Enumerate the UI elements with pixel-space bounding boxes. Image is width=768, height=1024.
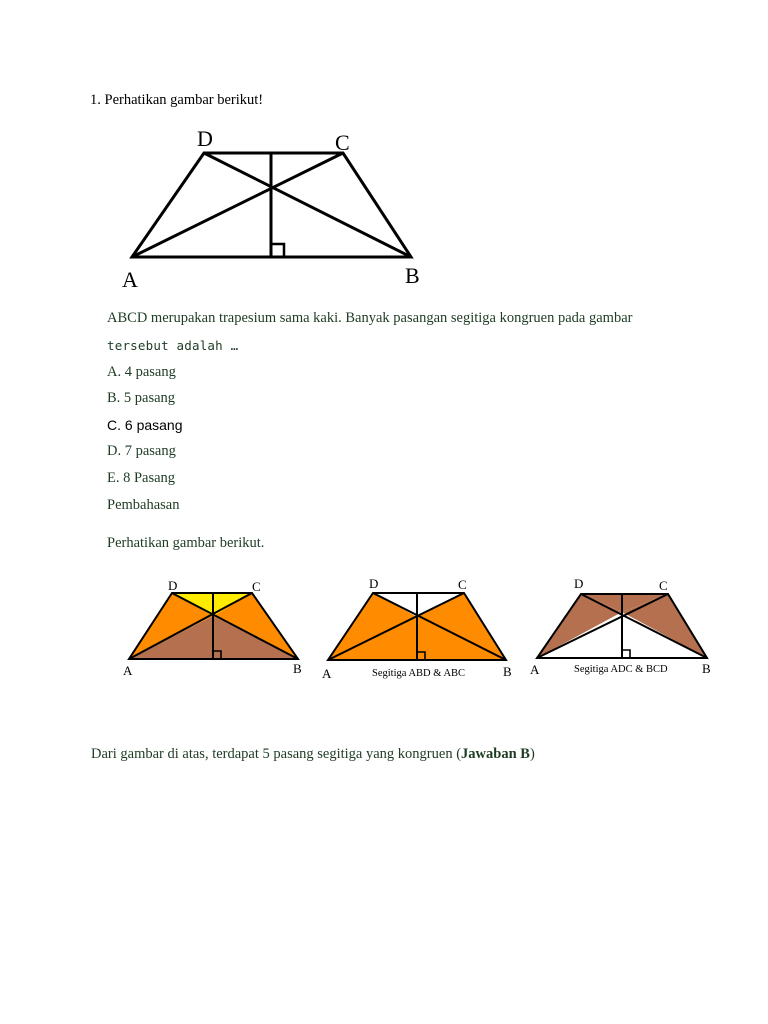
right-angle-mark (271, 244, 284, 257)
option-c: C. 6 pasang (107, 417, 183, 433)
fig2-caption: Segitiga ABD & ABC (372, 668, 466, 679)
fig1-label-d: D (168, 578, 178, 593)
fig3-caption: Segitiga ADC & BCD (574, 664, 668, 675)
fig2-label-d: D (369, 576, 379, 591)
conclusion-suffix: ) (529, 746, 535, 762)
option-b: B. 5 pasang (107, 390, 176, 406)
fig2-label-b: B (503, 664, 512, 679)
label-c: C (335, 130, 350, 155)
conclusion-prefix: Dari gambar di atas, terdapat 5 pasang segitiga yang kongruen ( (91, 746, 462, 762)
label-a: A (122, 267, 138, 292)
statement-line-1: ABCD merupakan trapesium sama kaki. Banyak pasangan segitiga kongruen pada gambar (107, 310, 633, 326)
label-d: D (197, 126, 213, 151)
discussion-intro: Perhatikan gambar berikut. (107, 535, 265, 551)
fig1-label-b: B (293, 661, 302, 676)
conclusion-answer: Jawaban B (461, 746, 530, 762)
fig2-label-a: A (322, 666, 332, 681)
fig3-label-a: A (530, 662, 540, 677)
label-b: B (405, 263, 420, 288)
option-d: D. 7 pasang (107, 443, 176, 459)
figure-abd-abc (318, 572, 518, 684)
conclusion (91, 746, 535, 763)
fig3-label-b: B (702, 661, 711, 676)
fig3-label-c: C (659, 578, 668, 593)
fig2-label-c: C (458, 577, 467, 592)
fig3-label-d: D (574, 576, 584, 591)
option-a: A. 4 pasang (107, 364, 176, 380)
figure-colored-triangles (120, 574, 310, 684)
discussion-heading: Pembahasan (107, 497, 180, 513)
trapezoid-figure (118, 124, 428, 294)
question-title: 1. Perhatikan gambar berikut! (90, 92, 264, 108)
figure-adc-bcd (526, 572, 726, 684)
fig1-label-a: A (123, 663, 133, 678)
statement-line-2: tersebut adalah … (107, 338, 239, 353)
option-e: E. 8 Pasang (107, 470, 176, 486)
fig1-label-c: C (252, 579, 261, 594)
